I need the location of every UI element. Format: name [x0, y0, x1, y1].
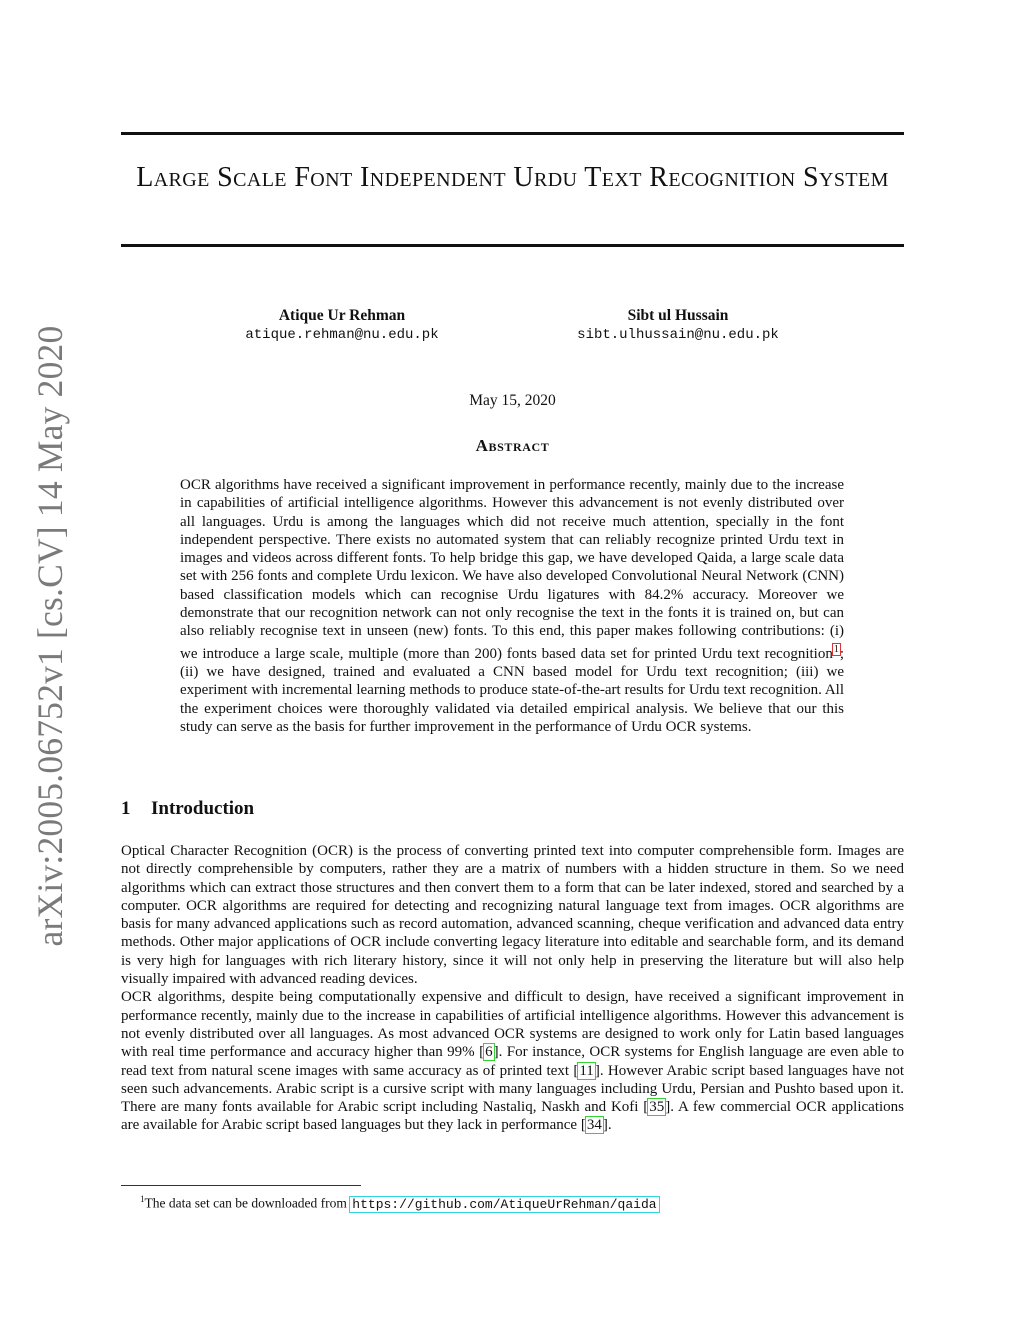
footnote-mark: 1: [140, 1194, 145, 1204]
author-email[interactable]: atique.rehman@nu.edu.pk: [245, 327, 439, 343]
title-rule-bottom: [121, 244, 904, 247]
paragraph: OCR algorithms, despite being computationally expensive and difficult to design, have received a significant improvement in performance recently, mainly due to the increase in capabilities of artificial intelligence algorithms. However this advancement is not evenly distributed over all languages. As most advanced OCR systems are designed to work only for Latin based languages with real time performance and accuracy higher than 99% [6]. For instance, OCR systems for English language are even able to read text from natural scene images with same accuracy as of printed text [11]. However Arabic script based languages have not seen such advancements. Arabic script is a cursive script with many languages including Urdu, Persian and Pushto based upon it. There are many fonts available for Arabic script including Nastaliq, Naskh and Kofi [35]. A few commercial OCR applications are available for Arabic script based languages but they lack in performance [34].: [121, 989, 905, 1134]
author-name: Atique Ur Rehman: [278, 307, 406, 324]
title-rule-top: [121, 132, 904, 135]
paragraph-text: .: [607, 1117, 612, 1134]
arxiv-identifier: arXiv:2005.06752v1 [cs.CV] 14 May 2020: [30, 325, 70, 947]
abstract-body: [180, 476, 844, 736]
footnote-reference[interactable]: 1: [833, 643, 839, 655]
abstract-text: ; (ii) we have designed, trained and evaluated a CNN based model for Urdu text recognition; (iii) we experiment with incremental learning methods to produce state-of-the-art results for Urdu text recognition. All the experiment choices were thoroughly validated via detailed empirical analysis. We believe that our this study can serve as the basis for further improvement in the performance of Urdu OCR systems.: [180, 645, 844, 735]
citation-link[interactable]: 11: [579, 1062, 594, 1079]
paper-title: Large Scale Font Independent Urdu Text Recognition System: [136, 162, 889, 193]
paragraph-text: OCR algorithms, despite being computationally expensive and difficult to design, have received a significant improvement in performance recently, mainly due to the increase in capabilities of artificial intelligence algorithms. However this advancement is not evenly distributed over all languages. As most advanced OCR systems are designed to work only for Latin based languages with real time performance and accuracy higher than 99%: [121, 989, 904, 1061]
footnote-divider: [121, 1185, 361, 1186]
dataset-url-link[interactable]: https://github.com/AtiqueUrRehman/qaida: [352, 1196, 657, 1212]
publication-date: May 15, 2020: [469, 392, 556, 409]
author-block: [518, 306, 838, 345]
footnote-text: The data set can be downloaded from: [144, 1195, 351, 1211]
footnote: [140, 1190, 659, 1214]
author-email[interactable]: sibt.ulhussain@nu.edu.pk: [577, 327, 779, 343]
author-block: [182, 306, 502, 345]
abstract-heading: Abstract: [475, 436, 550, 455]
paragraph-text: . A few commercial OCR applications are available for Arabic script based languages but they lack in performance: [121, 1099, 905, 1134]
citation-link[interactable]: 35: [649, 1099, 665, 1116]
citation-link[interactable]: 34: [586, 1117, 602, 1134]
section-number: 1: [121, 798, 131, 819]
paragraph-text: . For instance, OCR systems for English language are even able to read text from natural scene images with same accuracy as of printed text: [121, 1044, 904, 1079]
section-heading: [121, 798, 254, 820]
section-title: Introduction: [151, 798, 255, 819]
introduction-body: [121, 842, 904, 1135]
paragraph-text: . However Arabic script based languages have not seen such advancements. Arabic script is a cursive script with many languages including Urdu, Persian and Pushto based upon it. There are many fonts available for Arabic script including Nastaliq, Naskh and Kofi: [121, 1062, 904, 1116]
paragraph: Optical Character Recognition (OCR) is the process of converting printed text into computer comprehensible form. Images are not directly comprehensible by computers, rather they are a matrix of numbers with a hidden structure in them. So we need algorithms which can extract those structures and then convert them to a form that can be later indexed, stored and searched by a computer. OCR algorithms are required for detecting and recognizing natural language text from images. OCR algorithms are basis for many advanced applications such as record automation, advanced scanning, cheque verification and advanced data entry methods. Other major applications of OCR include converting legacy literature into editable and searchable form, and its demand is very high for languages with rich literary history, since it will not only help in preserving the literature but will also help visually impaired with advanced reading devices.: [121, 843, 904, 988]
author-name: Sibt ul Hussain: [627, 307, 729, 324]
abstract-text: OCR algorithms have received a significant improvement in performance recently, mainly due to the increase in capabilities of artificial intelligence algorithms. However this advancement is not evenly distributed over all languages. Urdu is among the languages which did not receive much attention, specially in the font independent perspective. There exists no automated system that can reliably recognize printed Urdu text in images and videos across different fonts. To help bridge this gap, we have developed Qaida, a large scale data set with 256 fonts and complete Urdu lexicon. We have also developed Convolutional Neural Network (CNN) based classification models which can recognise Urdu ligatures with 84.2% accuracy. Moreover we demonstrate that our recognition network can not only recognise the text in the fonts it is trained on, but can also reliably recognise text in unseen (new) fonts. To this end, this paper makes following contributions: (i) we introduce a large scale, multiple (more than 200) fonts based data set for printed Urdu text recognition: [180, 477, 844, 662]
citation-link[interactable]: 6: [485, 1044, 493, 1061]
